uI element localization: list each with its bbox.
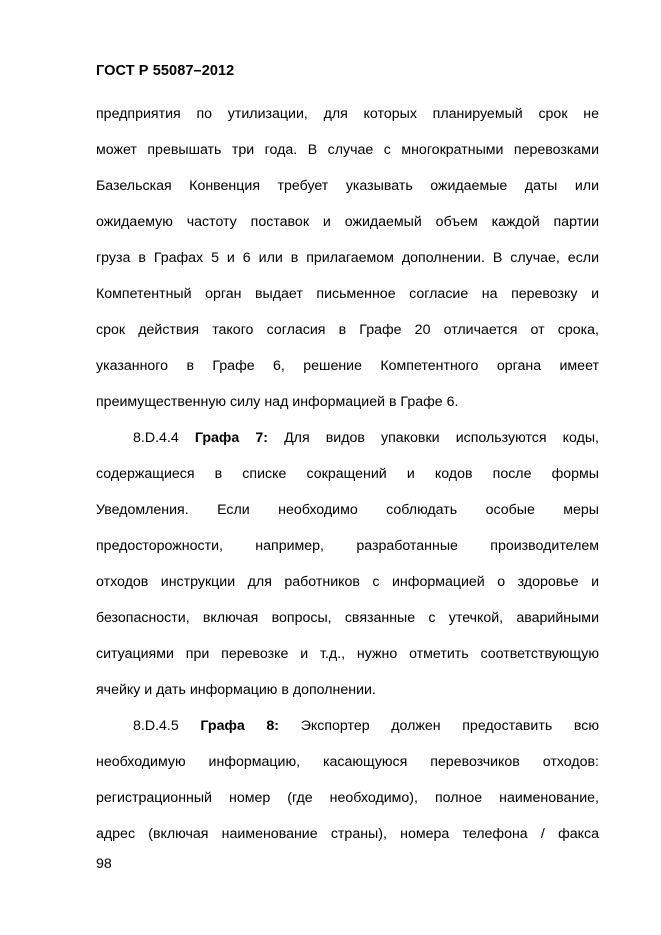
paragraph-line: ожидаемую частоту поставок и ожидаемый объем каждой партии: [96, 214, 599, 230]
paragraph-line: содержащиеся в списке сокращений и кодов после формы: [96, 466, 599, 482]
section-number: 8.D.4.5: [133, 718, 179, 734]
paragraph-line: Базельская Конвенция требует указывать ожидаемые даты или: [96, 178, 599, 194]
document-header: ГОСТ Р 55087–2012: [96, 63, 235, 79]
section-first-line: [133, 429, 599, 447]
paragraph-line: адрес (включая наименование страны), номера телефона / факса: [96, 826, 599, 842]
paragraph-line: предприятия по утилизации, для которых планируемый срок не: [96, 106, 599, 122]
section-first-line: [133, 717, 599, 735]
paragraph-line: указанного в Графе 6, решение Компетентного органа имеет: [96, 358, 599, 374]
page-number: 98: [96, 856, 112, 872]
paragraph-line: Компетентный орган выдает письменное согласие на перевозку и: [96, 286, 599, 302]
paragraph-line: ячейку и дать информацию в дополнении.: [96, 682, 376, 698]
section-text: Для видов упаковки используются коды,: [284, 430, 599, 446]
section-heading: Графа 7:: [194, 430, 268, 446]
paragraph-line: срок действия такого согласия в Графе 20 отличается от срока,: [96, 322, 599, 338]
paragraph-line: преимущественную силу над информацией в Графе 6.: [96, 394, 459, 410]
section-text: Экспортер должен предоставить всю: [300, 718, 600, 734]
paragraph-line: груза в Графах 5 и 6 или в прилагаемом дополнении. В случае, если: [96, 250, 599, 266]
paragraph-line: Уведомления. Если необходимо соблюдать особые меры: [96, 502, 599, 518]
paragraph-line: необходимую информацию, касающуюся перевозчиков отходов:: [96, 754, 599, 770]
section-heading: Графа 8:: [200, 718, 280, 734]
section-number: 8.D.4.4: [133, 430, 179, 446]
paragraph-line: безопасности, включая вопросы, связанные с утечкой, аварийными: [96, 610, 599, 626]
paragraph-line: отходов инструкции для работников с информацией о здоровье и: [96, 574, 599, 590]
paragraph-line: может превышать три года. В случае с многократными перевозками: [96, 142, 599, 158]
paragraph-line: предосторожности, например, разработанные производителем: [96, 538, 599, 554]
paragraph-line: регистрационный номер (где необходимо), полное наименование,: [96, 790, 599, 806]
paragraph-line: ситуациями при перевозке и т.д., нужно отметить соответствующую: [96, 646, 599, 662]
